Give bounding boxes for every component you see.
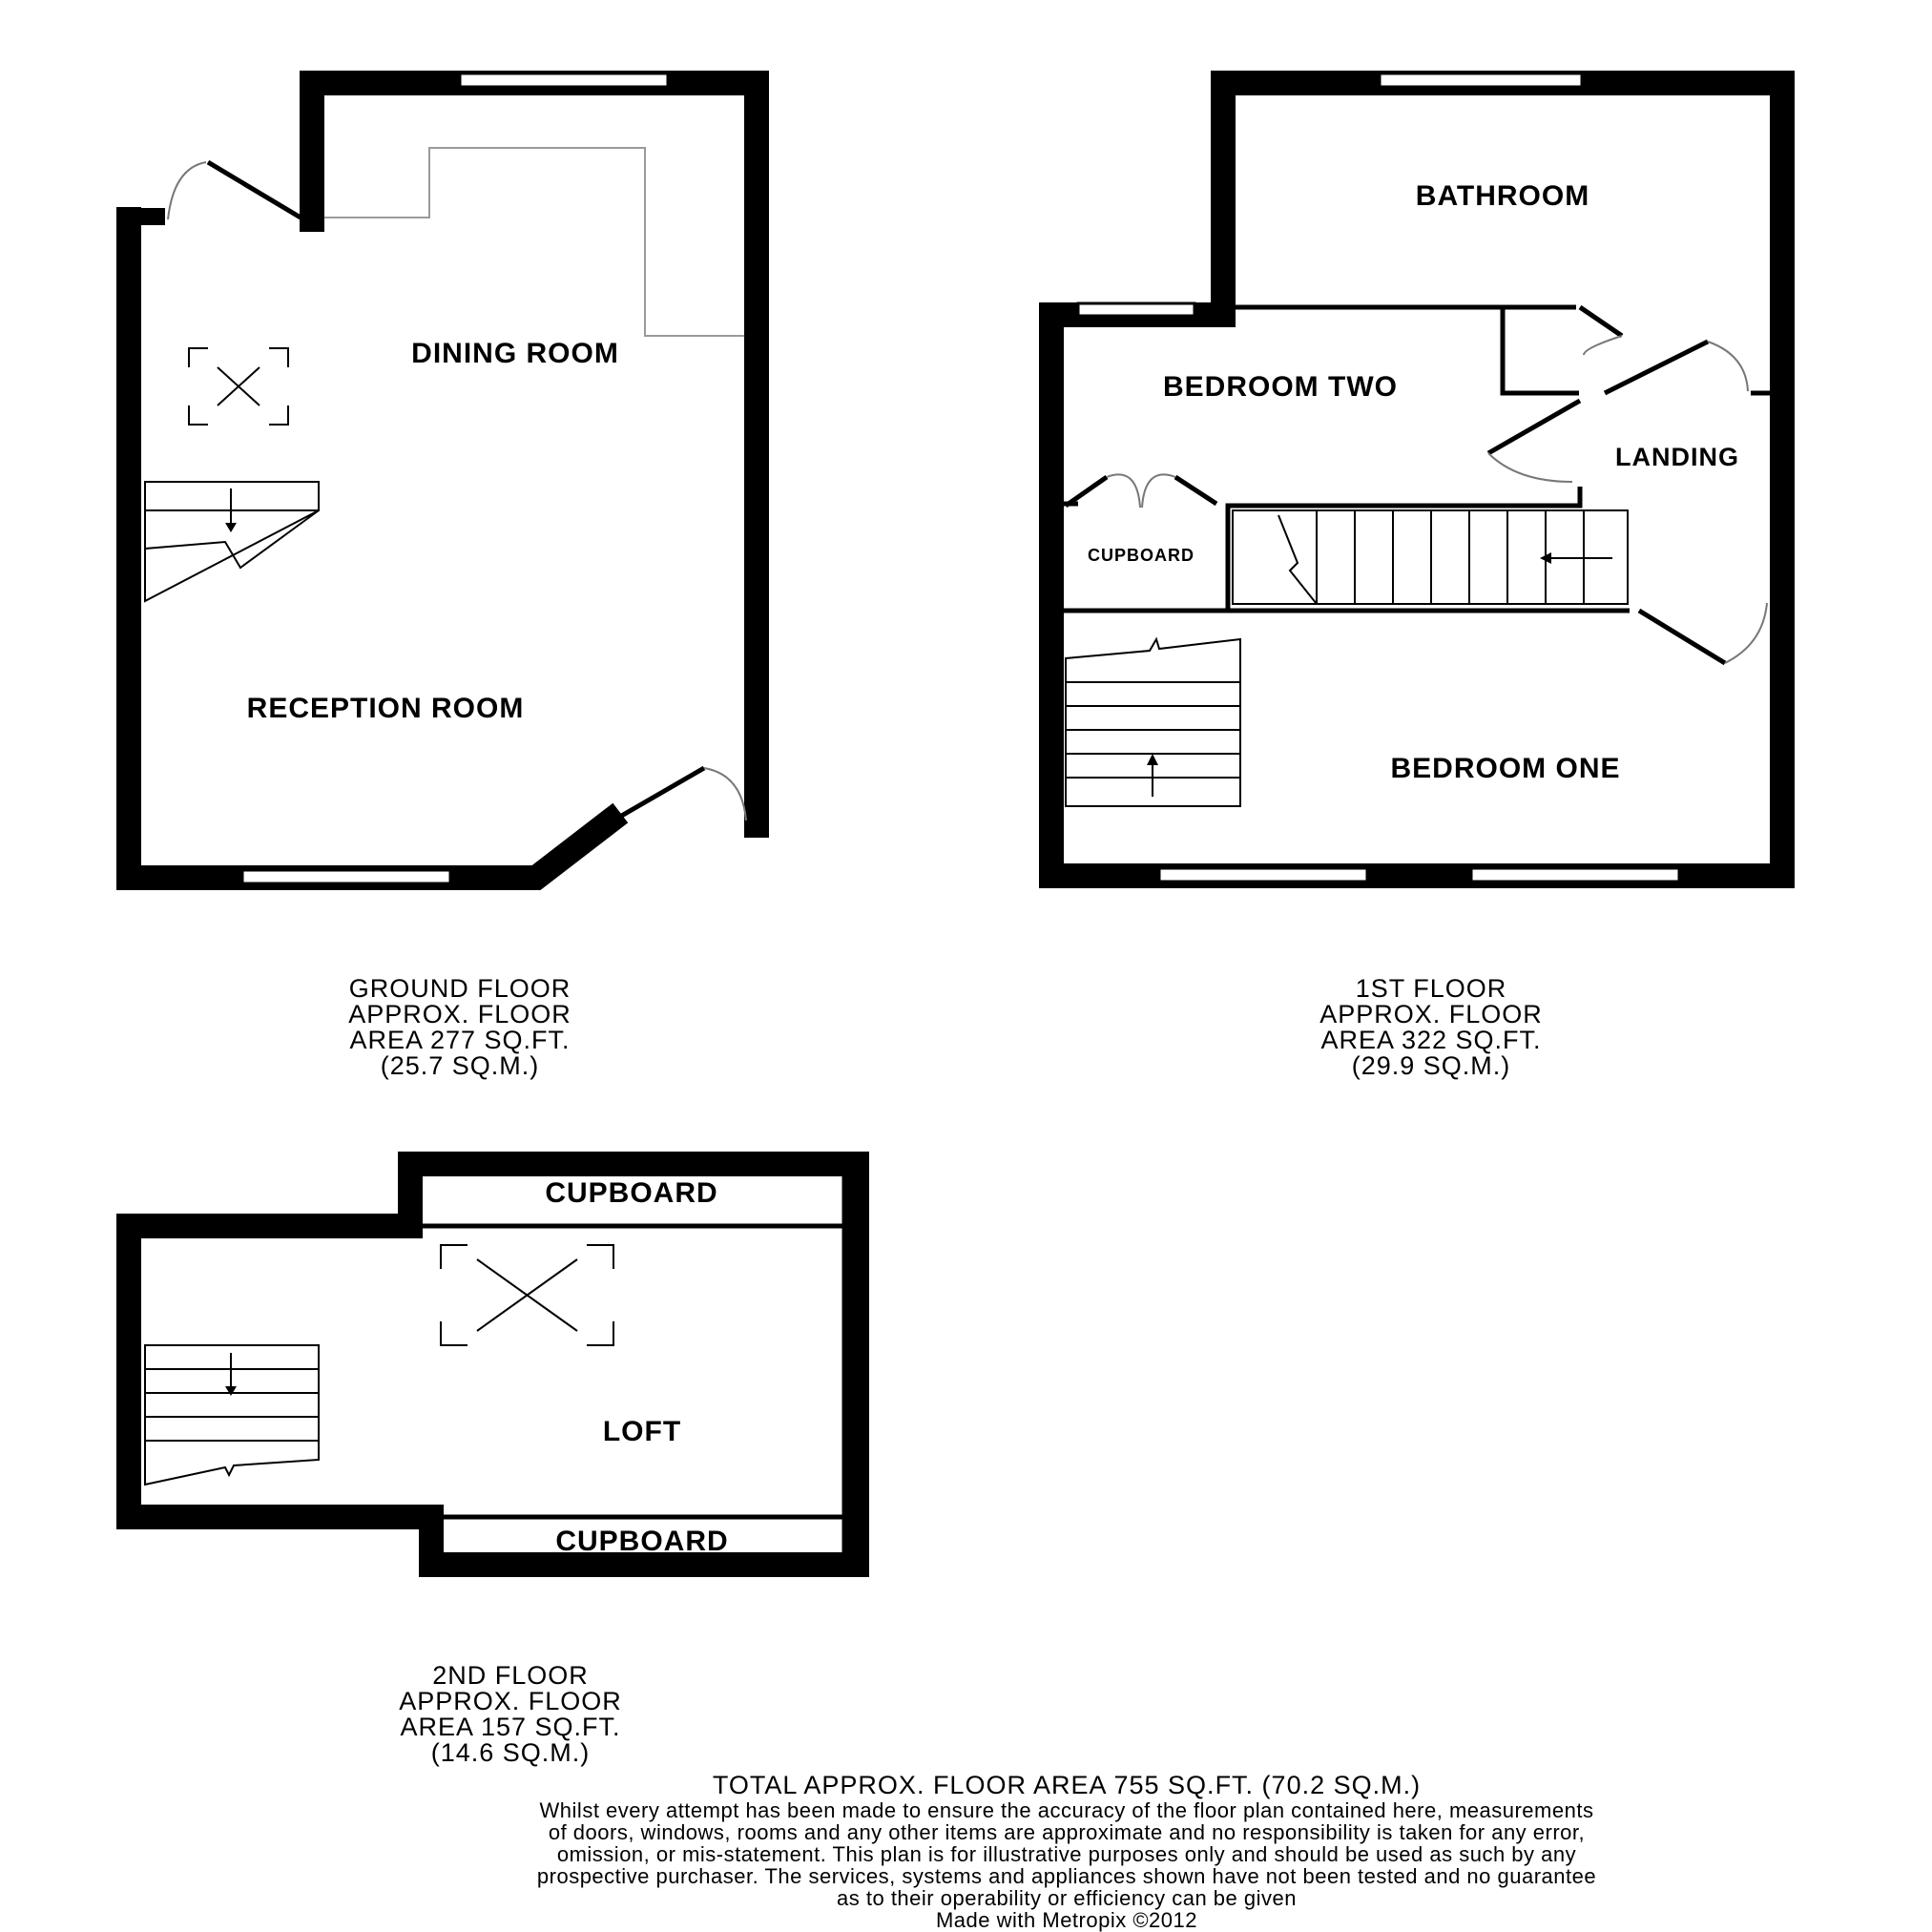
bedroom-two-door-swing <box>1488 453 1572 482</box>
label-reception-room: RECEPTION ROOM <box>246 693 525 724</box>
caption-line: (14.6 SQ.M.) <box>430 1738 591 1767</box>
airing-cupboard-door-swing <box>1584 336 1622 355</box>
bedroom-one-door-swing <box>1725 603 1767 663</box>
disclaimer-line: as to their operability or efficiency can be given <box>837 1886 1297 1910</box>
caption-line: AREA 322 SQ.FT. <box>1320 1026 1542 1054</box>
label-cupboard-bottom: CUPBOARD <box>555 1526 729 1557</box>
ground-skylight-icon <box>189 348 288 425</box>
label-bedroom-one: BEDROOM ONE <box>1390 753 1621 784</box>
cupboard-door-right <box>1175 477 1216 504</box>
caption-line: 2ND FLOOR <box>432 1661 589 1690</box>
ground-door-bottom <box>618 768 704 818</box>
disclaimer-line: omission, or mis-statement. This plan is for illustrative purposes only and should be used as such by any <box>556 1842 1577 1866</box>
label-loft: LOFT <box>602 1416 682 1447</box>
ground-door-top-swing <box>168 162 206 219</box>
label-bedroom-two: BEDROOM TWO <box>1163 371 1398 403</box>
label-dining-room: DINING ROOM <box>411 338 619 369</box>
caption-line: AREA 277 SQ.FT. <box>349 1026 571 1054</box>
caption-line: GROUND FLOOR <box>348 974 571 1003</box>
loft-skylight-icon <box>441 1245 613 1345</box>
airing-cupboard-door <box>1580 307 1622 336</box>
label-cupboard-top: CUPBOARD <box>545 1177 718 1209</box>
ground-floor-caption <box>348 974 571 1080</box>
ground-wall-stub <box>117 208 165 225</box>
ground-staircase <box>145 482 319 601</box>
caption-line: (25.7 SQ.M.) <box>380 1051 540 1080</box>
disclaimer-line: prospective purchaser. The services, systems and appliances shown have not been tested and no guarantee <box>536 1864 1597 1888</box>
cupboard-door-left-swing <box>1107 474 1140 508</box>
credit: Made with Metropix ©2012 <box>935 1908 1198 1932</box>
first-window-bedroom-two <box>1078 303 1195 316</box>
second-floor-plan <box>129 1164 857 1767</box>
landing-door-top-swing <box>1708 342 1748 391</box>
ground-window-bottom <box>242 870 450 883</box>
caption-line: APPROX. FLOOR <box>1319 1000 1543 1028</box>
caption-line: (29.9 SQ.M.) <box>1351 1051 1511 1080</box>
first-floor-plan <box>1051 73 1782 1080</box>
disclaimer-line: Whilst every attempt has been made to ensure the accuracy of the floor plan contained here, measurements <box>539 1798 1594 1822</box>
cupboard-door-right-swing <box>1142 474 1175 508</box>
first-window-bottom-left <box>1159 868 1367 882</box>
first-window-bottom-right <box>1471 868 1679 882</box>
ground-window-top <box>460 73 668 87</box>
landing-door-top <box>1605 342 1708 393</box>
caption-line: APPROX. FLOOR <box>348 1000 571 1028</box>
bedroom-one-door <box>1639 611 1725 663</box>
second-floor-caption <box>399 1661 622 1767</box>
ground-door-top <box>208 162 301 218</box>
ground-floor-plan <box>117 73 757 1080</box>
total-floor-area: TOTAL APPROX. FLOOR AREA 755 SQ.FT. (70.2 SQ.M.) <box>712 1771 1422 1799</box>
label-first-cupboard: CUPBOARD <box>1087 546 1195 565</box>
ground-door-bottom-swing <box>704 768 746 821</box>
first-floor-caption <box>1319 974 1543 1080</box>
cupboard-door-left <box>1066 477 1107 506</box>
dining-counter-outline <box>324 148 744 336</box>
caption-line: AREA 157 SQ.FT. <box>400 1713 621 1741</box>
loft-staircase <box>145 1345 319 1485</box>
caption-line: APPROX. FLOOR <box>399 1687 622 1715</box>
disclaimer-line: of doors, windows, rooms and any other items are approximate and no responsibility is taken for any error, <box>548 1820 1586 1844</box>
stairwell-top-wall <box>1228 487 1580 611</box>
first-staircase-upper <box>1233 510 1628 604</box>
ground-wall-left <box>129 219 611 878</box>
first-staircase-lower <box>1066 639 1240 806</box>
label-landing: LANDING <box>1615 443 1739 471</box>
disclaimer <box>537 1798 1596 1910</box>
label-bathroom: BATHROOM <box>1415 180 1590 212</box>
bedroom-two-door <box>1488 401 1580 453</box>
caption-line: 1ST FLOOR <box>1355 974 1507 1003</box>
first-window-top <box>1380 73 1582 87</box>
airing-cupboard-wall <box>1503 307 1579 393</box>
